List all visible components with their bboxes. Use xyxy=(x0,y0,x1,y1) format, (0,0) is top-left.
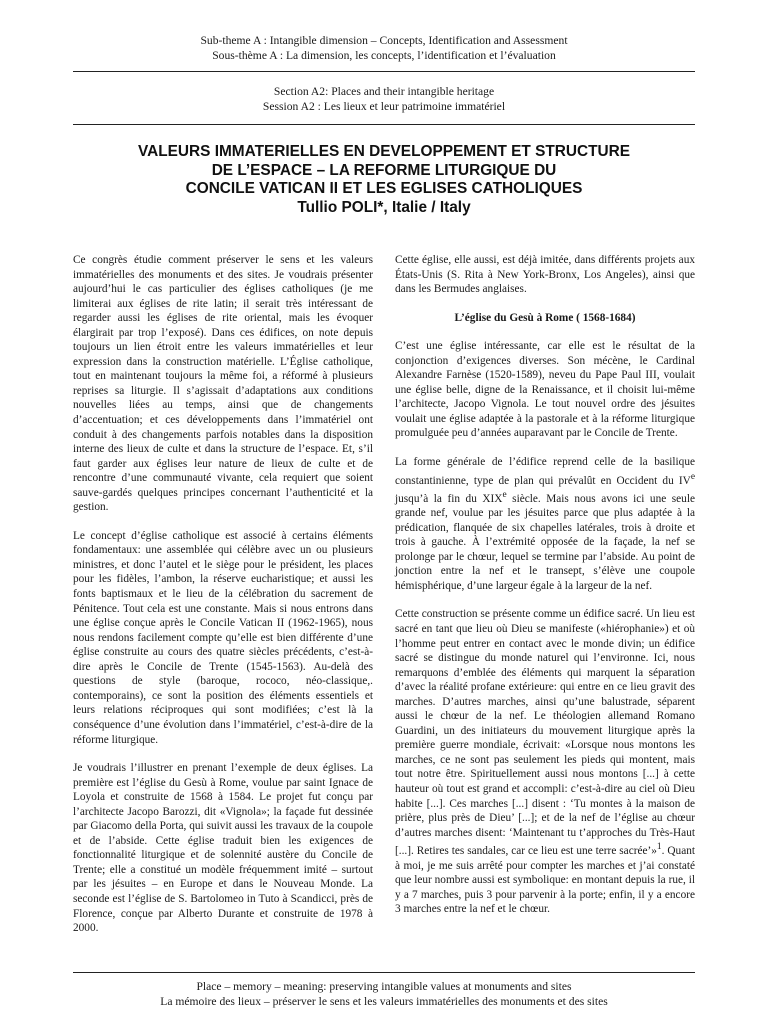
running-footer xyxy=(0,979,768,1009)
section-fr: Session A2 : Les lieux et leur patrimoine immatériel xyxy=(262,100,506,113)
section-header xyxy=(0,84,768,114)
header-rule-bottom xyxy=(73,124,695,125)
right-paragraph-2: C’est une église intéressante, car elle est le résultat de la conjonction d’exigences diverses. Son mécène, le Cardinal Alexandre Farnèse (1520-1589), neveu du Pape Paul III, voulait une église belle, digne de la Renaissance, et il choisit lui-même l’architecte, Jacopo Vignola. Le tout nouvel ordre des jésuites voulait une église adaptée à la pastorale et à la réforme liturgique promulguée peu d’années auparavant par le Concile de Trente. xyxy=(395,340,695,440)
footer-en: Place – memory – meaning: preserving intangible values at monuments and sites xyxy=(196,980,572,993)
p3-superscript-1: e xyxy=(690,471,695,482)
p3-text-b: jusqu’à la fin du XIX xyxy=(395,492,503,505)
title-line-3: CONCILE VATICAN II ET LES EGLISES CATHOLIQUES xyxy=(185,180,583,197)
p3-superscript-2: e xyxy=(502,489,507,500)
left-column xyxy=(73,253,373,950)
running-header xyxy=(0,33,768,63)
right-paragraph-3 xyxy=(395,455,695,593)
paper-title xyxy=(73,143,695,217)
p4-text-b: . Quant à moi, je me suis arrêté pour compter les marches et j’ai constaté que leur nombre aussi est symbolique: en montant depuis la rue, il y a 7 marches, puis 3 pour parvenir à la porte; enfin, il y a encore 3 marches entre la nef et le chœur. xyxy=(395,844,695,916)
left-paragraph-3: Je voudrais l’illustrer en prenant l’exemple de deux églises. La première est l’église du Gesù à Rome, voulue par saint Ignace de Loyola et construite de 1568 à 1584. Le projet fut conçu par l’architecte Jacopo Barozzi, dit «Vignola»; la façade fut dessinée par Giacomo della Porta, qui suivit aussi les travaux de la coupole et de l’abside. Cette église traduit bien les exigences de fonctionnalité liturgique et de solennité austère du Concile de Trente; elle a constitué un modèle fréquemment imité – surtout par les jésuites – en Europe et dans le Nouveau Monde. La seconde est l’église de S. Bartolomeo in Tuto à Scandicci, près de Florence, conçue par Alberto Durante et construite de 1978 à 2000. xyxy=(73,762,373,935)
right-paragraph-4 xyxy=(395,607,695,916)
p3-text-a: La forme générale de l’édifice reprend celle de la basilique constantinienne, type de plan qui prévalût en Occident du IV xyxy=(395,456,695,487)
right-paragraph-1: Cette église, elle aussi, est déjà imitée, dans différents projets aux États-Unis (S. Rita à New York-Bronx, Los Angeles), ainsi que dans les Bermudes anglaises. xyxy=(395,254,695,296)
left-paragraph-1: Ce congrès étudie comment préserver le sens et les valeurs immatérielles des monuments et des sites. Je voudrais présenter aujourd’hui le cas particulier des églises catholiques (je me limiterai aux églises de rite latin; il serait très intéressant de regarder aussi les églises de rite oriental, mais les évoquer élargirait par trop l’exposé). Dans ces édifices, on note depuis toujours un lien étroit entre les valeurs immatérielles et leur expression dans la construction matérielle. L’Église catholique, tout en maintenant toujours la même foi, a réformé à plusieurs reprises sa liturgie. Il s’agissait d’adaptations aux conditions nouvelles liées au temps, ainsi que de changements d’accentuation; et ces développements dans l’immatériel ont conduit à des changements parfois notables dans la disposition interne des lieux de culte et dans la structure de l’espace. Et, s’il faut garder aux églises leur nature de lieux de culte et de rencontre d’une communauté vivante, cela requiert que soient sauve-gardés quelques principes concernant l’authenticité et la gestion. xyxy=(73,254,373,514)
footnote-ref[interactable]: 1 xyxy=(656,842,662,853)
p4-text-a: Cette construction se présente comme un édifice sacré. Un lieu est sacré en tant que lieu où Dieu se manifeste («hiérophanie») et où l’homme peut entrer en contact avec le monde divin; un édifice sacré se distingue du monde naturel qui l’environne. Ici, nous remarquons d’emblée des éléments qui marquent la séparation d’avec la réalité profane extérieure: qui entre en ce lieu gravit des marches. D’autres marches, ainsi qu’une balustrade, séparent aussi le chœur de la nef. Le théologien allemand Romano Guardini, un des initiateurs du mouvement liturgique après la première guerre mondiale, écrivait: «Lorsque nous montons les marches, ce ne sont pas seulement les pieds qui montent, mais tout notre être. Spirituellement aussi nous montons [...] à cette hauteur où tout est grand et accompli: c’est-à-dire au ciel où Dieu habite [...]. Ces marches [...] disent : ‘Tu montes à la maison de prière, plus près de Dieu’ [...]; et de la nef de l’église au chœur d’autres marches disent: ‘Maintenant tu t’approches du Très-Haut [...]. Retires tes sandales, car ce lieu est une terre sacrée’» xyxy=(395,608,695,857)
right-column xyxy=(395,253,695,931)
header-rule-top xyxy=(73,71,695,72)
left-paragraph-2: Le concept d’église catholique est associé à certains éléments fondamentaux: une assemblée qui célèbre avec un ou plusieurs ministres, et donc l’autel et le siège pour le président, les places pour les fidèles, l’ambon, la réserve eucharistique; et aussi les fonts baptismaux et le lieu de la célébration du sacrement de Pénitence. Tout cela est une constante. Mais si nous entrons dans une église conçue après le Concile Vatican II (1962-1965), nous nous rendons facilement compte qu’elle est bien différente d’une église construite au cours des quatre siècles précédents, c’est-à-dire après le Concile de Trente (1545-1563). Au-delà des questions de style (baroque, rococo, néo-classique,. contemporains), ce sont la position des éléments essentiels et leurs relations réciproques qui sont modifiées; c’est là la conséquence d’une évolution dans l’immatériel, c’est-à-dire de la réforme liturgique. xyxy=(73,529,373,746)
p3-text-c: siècle. Mais nous avons ici une seule grande nef, voulue par les jésuites parce que plus adaptée à la prédication, flanquée de six chapelles latérales, trois à droite et trois à gauche. À l’extrémité opposée de la façade, la nef se prolonge par le chœur, lequel se termine par l’abside. Au point de jonction entre la nef et le transept, s’élève une coupole hémisphérique, d’une largeur égale à la largeur de la nef. xyxy=(395,492,695,592)
subtheme-fr: Sous-thème A : La dimension, les concepts, l’identification et l’évaluation xyxy=(212,49,556,62)
title-line-1: VALEURS IMMATERIELLES EN DEVELOPPEMENT ET STRUCTURE xyxy=(138,143,630,160)
footer-fr: La mémoire des lieux – préserver le sens et les valeurs immatérielles des monuments et des sites xyxy=(160,995,608,1008)
title-line-2: DE L’ESPACE – LA REFORME LITURGIQUE DU xyxy=(211,161,557,179)
author-line: Tullio POLI*, Italie / Italy xyxy=(297,198,471,216)
subtheme-en: Sub-theme A : Intangible dimension – Concepts, Identification and Assessment xyxy=(200,34,568,47)
section-subheading: L’église du Gesù à Rome ( 1568-1684) xyxy=(454,311,636,324)
section-en: Section A2: Places and their intangible heritage xyxy=(273,85,495,98)
footer-rule xyxy=(73,972,695,973)
